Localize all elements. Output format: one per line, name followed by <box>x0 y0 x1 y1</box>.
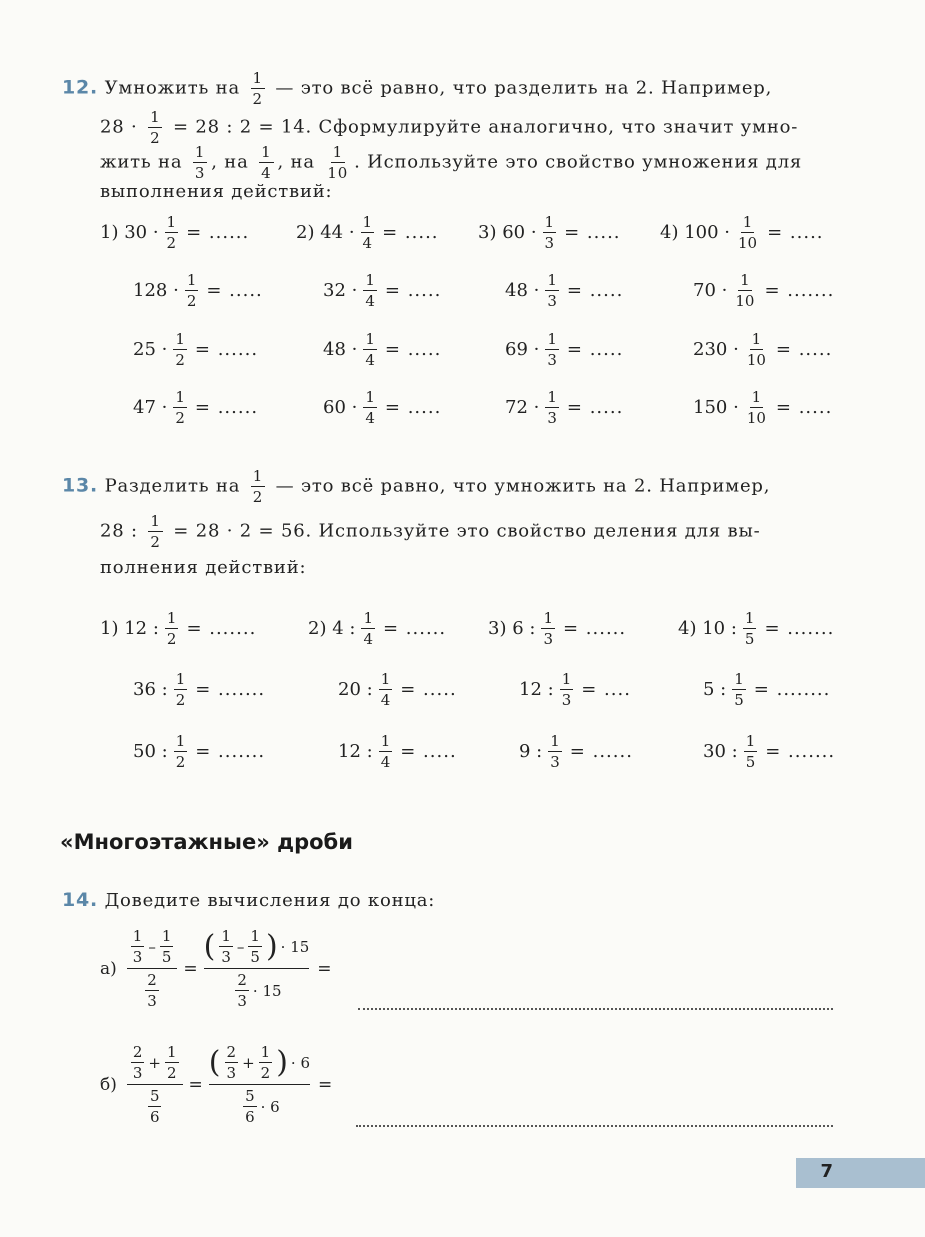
fraction: $\frac{1}{10}$ <box>327 143 349 182</box>
multiplier: · 6 <box>290 1053 310 1072</box>
compound-fraction-right <box>204 928 310 1009</box>
task12-text: , на <box>277 151 315 173</box>
fraction: $\frac{2}{3}$ <box>132 1043 143 1082</box>
exercise-prefix: 2) 44 · <box>296 222 355 243</box>
exercise-prefix: 47 · <box>133 397 168 418</box>
fraction: $\frac{1}{4}$ <box>365 271 375 310</box>
exercise-prefix: 36 : <box>133 679 168 700</box>
exercise-item <box>323 331 441 368</box>
exercise-item <box>678 610 834 647</box>
operator: – <box>148 937 156 956</box>
task12-number: 12. <box>62 76 99 99</box>
task12-text: 28 · <box>100 116 138 138</box>
task13-line2 <box>100 513 761 550</box>
task12-text: Умножить на <box>104 77 241 99</box>
task14-number: 14. <box>62 889 99 911</box>
operator: – <box>236 937 245 956</box>
task13-text: Разделить на <box>104 475 241 497</box>
answer-blank[interactable]: = ..... <box>566 280 624 301</box>
exercise-prefix: 25 · <box>133 339 168 360</box>
exercise-prefix: 48 · <box>505 280 540 301</box>
fraction: $\frac{1}{5}$ <box>745 732 756 771</box>
exercise-item <box>323 272 441 309</box>
exercise-prefix: 12 : <box>519 679 554 700</box>
exercise-item <box>133 671 265 708</box>
fraction: $\frac{1}{3}$ <box>547 271 557 310</box>
fraction: $\frac{2}{3}$ <box>226 1043 237 1082</box>
exercise-item <box>693 272 834 309</box>
answer-blank[interactable]: = ...... <box>194 397 259 418</box>
exercise-prefix: 150 · <box>693 397 739 418</box>
answer-blank[interactable]: = ....... <box>195 679 266 700</box>
answer-blank[interactable]: = ..... <box>400 741 457 762</box>
exercise-item <box>519 733 633 770</box>
fraction: $\frac{1}{3}$ <box>221 927 231 966</box>
answer-blank[interactable]: = ..... <box>384 280 442 301</box>
exercise-prefix: 20 : <box>338 679 373 700</box>
fraction: $\frac{1}{5}$ <box>250 927 260 966</box>
equals-sign: = <box>318 1074 333 1095</box>
exercise-prefix: 69 · <box>505 339 540 360</box>
answer-blank[interactable]: = ....... <box>764 280 835 301</box>
fraction: $\frac{1}{5}$ <box>161 927 172 966</box>
exercise-item <box>338 733 457 770</box>
exercise-prefix: 30 : <box>703 741 738 762</box>
fraction: $\frac{1}{2}$ <box>175 732 186 771</box>
task12-text: — это всё равно, что разделить на 2. Например, <box>275 77 773 99</box>
exercise-prefix: 70 · <box>693 280 728 301</box>
answer-blank[interactable]: = ..... <box>564 222 621 243</box>
fraction: $\frac{1}{10}$ <box>746 330 766 369</box>
fraction: $\frac{1}{2}$ <box>252 467 264 506</box>
answer-blank[interactable]: = ..... <box>400 679 457 700</box>
page-number-tab <box>796 1158 925 1188</box>
exercise-item <box>133 389 258 426</box>
equals-sign: = <box>317 958 332 979</box>
exercise-item <box>519 671 631 708</box>
exercise-item <box>703 671 830 708</box>
answer-blank[interactable]: = ..... <box>384 397 442 418</box>
fraction: $\frac{1}{3}$ <box>547 330 557 369</box>
fraction: $\frac{1}{3}$ <box>543 609 553 648</box>
answer-line-a[interactable] <box>358 1008 833 1010</box>
fraction: $\frac{1}{4}$ <box>380 732 391 771</box>
exercise-item <box>100 610 256 647</box>
exercise-prefix: 2) 4 : <box>308 618 356 639</box>
fraction: $\frac{1}{2}$ <box>252 69 263 108</box>
answer-blank[interactable]: = ....... <box>764 618 835 639</box>
exercise-prefix: 230 · <box>693 339 739 360</box>
fraction: $\frac{1}{2}$ <box>186 271 197 310</box>
exercise-item <box>703 733 835 770</box>
task13-text: — это всё равно, что умножить на 2. Например, <box>275 475 771 497</box>
exercise-item <box>505 389 623 426</box>
task13-text: = 28 · 2 = 56. Используйте это свойство деления для вы- <box>173 520 761 542</box>
operator: + <box>148 1053 161 1072</box>
task12-line2 <box>100 109 798 146</box>
answer-line-b[interactable] <box>356 1125 833 1127</box>
task12-line1 <box>62 70 772 107</box>
fraction: $\frac{1}{5}$ <box>744 609 755 648</box>
exercise-item <box>660 214 824 251</box>
answer-blank[interactable]: = ..... <box>775 339 833 360</box>
exercise-item <box>323 389 441 426</box>
equals-sign: = <box>183 958 198 979</box>
fraction: $\frac{1}{4}$ <box>365 388 375 427</box>
answer-blank[interactable]: = ....... <box>765 741 836 762</box>
exercise-prefix: 32 · <box>323 280 358 301</box>
answer-blank[interactable]: = ....... <box>186 618 257 639</box>
exercise-item <box>308 610 446 647</box>
operator: + <box>242 1053 255 1072</box>
exercise-item <box>133 733 265 770</box>
task13-text: 28 : <box>100 520 138 542</box>
fraction: $\frac{1}{4}$ <box>362 213 373 252</box>
fraction: $\frac{1}{4}$ <box>365 330 375 369</box>
task12-text: . Используйте это свойство умножения для <box>354 151 803 173</box>
exercise-item <box>693 331 832 368</box>
answer-blank[interactable]: = .... <box>581 679 631 700</box>
page-number: 7 <box>820 1161 833 1182</box>
answer-blank[interactable]: = ..... <box>206 280 263 301</box>
exercise-prefix: 72 · <box>505 397 540 418</box>
answer-blank[interactable]: = ..... <box>566 397 624 418</box>
exercise-prefix: 4) 10 : <box>678 618 737 639</box>
fraction: $\frac{1}{3}$ <box>550 732 560 771</box>
fraction: $\frac{1}{5}$ <box>734 670 744 709</box>
task14-part-b <box>100 1044 332 1125</box>
exercise-item <box>478 214 621 251</box>
exercise-prefix: 60 · <box>323 397 358 418</box>
compound-fraction-left <box>127 1044 183 1125</box>
fraction: $\frac{1}{10}$ <box>738 213 758 252</box>
fraction: $\frac{2}{3}$ <box>147 971 157 1010</box>
exercise-prefix: 12 : <box>338 741 373 762</box>
multiplier: · 15 <box>280 937 310 956</box>
fraction: $\frac{1}{2}$ <box>260 1043 271 1082</box>
exercise-prefix: 3) 60 · <box>478 222 537 243</box>
exercise-prefix: 1) 12 : <box>100 618 159 639</box>
fraction: $\frac{1}{4}$ <box>363 609 373 648</box>
task14-line1 <box>62 889 435 911</box>
paren-open: ( <box>203 928 216 964</box>
exercise-prefix: 4) 100 · <box>660 222 730 243</box>
task13-line3: полнения действий: <box>100 557 307 578</box>
answer-blank[interactable]: = ..... <box>767 222 824 243</box>
answer-blank[interactable]: = ....... <box>195 741 266 762</box>
answer-blank[interactable]: = ..... <box>382 222 439 243</box>
answer-blank[interactable]: = ..... <box>775 397 833 418</box>
exercise-item <box>693 389 832 426</box>
paren-open: ( <box>208 1044 221 1080</box>
part-label: а) <box>100 958 117 979</box>
task12-line3 <box>100 144 802 181</box>
section-heading: «Многоэтажные» дроби <box>60 830 353 854</box>
fraction: $\frac{1}{3}$ <box>544 213 555 252</box>
exercise-item <box>100 214 249 251</box>
fraction: $\frac{1}{4}$ <box>261 143 272 182</box>
exercise-prefix: 128 · <box>133 280 179 301</box>
part-label: б) <box>100 1074 117 1095</box>
task12-text: жить на <box>100 151 183 173</box>
task12-line4: выполнения действий: <box>100 181 333 202</box>
fraction: $\frac{1}{3}$ <box>561 670 572 709</box>
fraction: $\frac{1}{2}$ <box>175 330 185 369</box>
fraction: $\frac{1}{2}$ <box>150 108 161 147</box>
answer-blank[interactable]: = ...... <box>382 618 447 639</box>
exercise-prefix: 1) 30 · <box>100 222 159 243</box>
exercise-item <box>505 272 623 309</box>
answer-blank[interactable]: = ...... <box>186 222 250 243</box>
exercise-item <box>133 331 258 368</box>
fraction: $\frac{1}{10}$ <box>735 271 755 310</box>
answer-blank[interactable]: = ...... <box>194 339 259 360</box>
answer-blank[interactable]: = ........ <box>753 679 831 700</box>
fraction: $\frac{1}{2}$ <box>150 512 161 551</box>
multiplier: · 15 <box>252 981 282 1000</box>
compound-fraction-left <box>127 928 178 1009</box>
task12-text: , на <box>211 151 249 173</box>
compound-fraction-right <box>209 1044 310 1125</box>
exercise-item <box>488 610 626 647</box>
answer-blank[interactable]: = ...... <box>569 741 633 762</box>
multiplier: · 6 <box>260 1097 280 1116</box>
task12-text: = 28 : 2 = 14. Сформулируйте аналогично, что значит умно- <box>172 116 799 138</box>
task13-number: 13. <box>62 474 99 497</box>
fraction: $\frac{1}{2}$ <box>175 670 186 709</box>
task14-part-a <box>100 928 332 1009</box>
fraction: $\frac{1}{3}$ <box>194 143 206 182</box>
exercise-item <box>133 272 263 309</box>
fraction: $\frac{1}{2}$ <box>166 213 177 252</box>
answer-blank[interactable]: = ..... <box>384 339 442 360</box>
exercise-prefix: 48 · <box>323 339 358 360</box>
fraction: $\frac{1}{3}$ <box>547 388 557 427</box>
fraction: $\frac{1}{2}$ <box>166 609 177 648</box>
fraction: $\frac{1}{4}$ <box>380 670 391 709</box>
fraction: $\frac{1}{2}$ <box>167 1043 177 1082</box>
task14-text: Доведите вычисления до конца: <box>104 890 436 911</box>
fraction: $\frac{1}{3}$ <box>132 927 143 966</box>
exercise-prefix: 50 : <box>133 741 168 762</box>
exercise-item <box>296 214 439 251</box>
fraction: $\frac{2}{3}$ <box>237 971 247 1010</box>
exercise-prefix: 9 : <box>519 741 543 762</box>
exercise-prefix: 5 : <box>703 679 727 700</box>
exercise-item <box>505 331 623 368</box>
answer-blank[interactable]: = ...... <box>562 618 627 639</box>
equals-sign: = <box>188 1074 203 1095</box>
paren-close: ) <box>265 928 278 964</box>
fraction: $\frac{5}{6}$ <box>149 1087 160 1126</box>
fraction: $\frac{1}{10}$ <box>746 388 766 427</box>
answer-blank[interactable]: = ..... <box>566 339 624 360</box>
exercise-prefix: 3) 6 : <box>488 618 536 639</box>
paren-close: ) <box>276 1044 288 1080</box>
task13-line1 <box>62 468 770 505</box>
fraction: $\frac{1}{2}$ <box>175 388 185 427</box>
fraction: $\frac{5}{6}$ <box>245 1087 255 1126</box>
exercise-item <box>338 671 457 708</box>
